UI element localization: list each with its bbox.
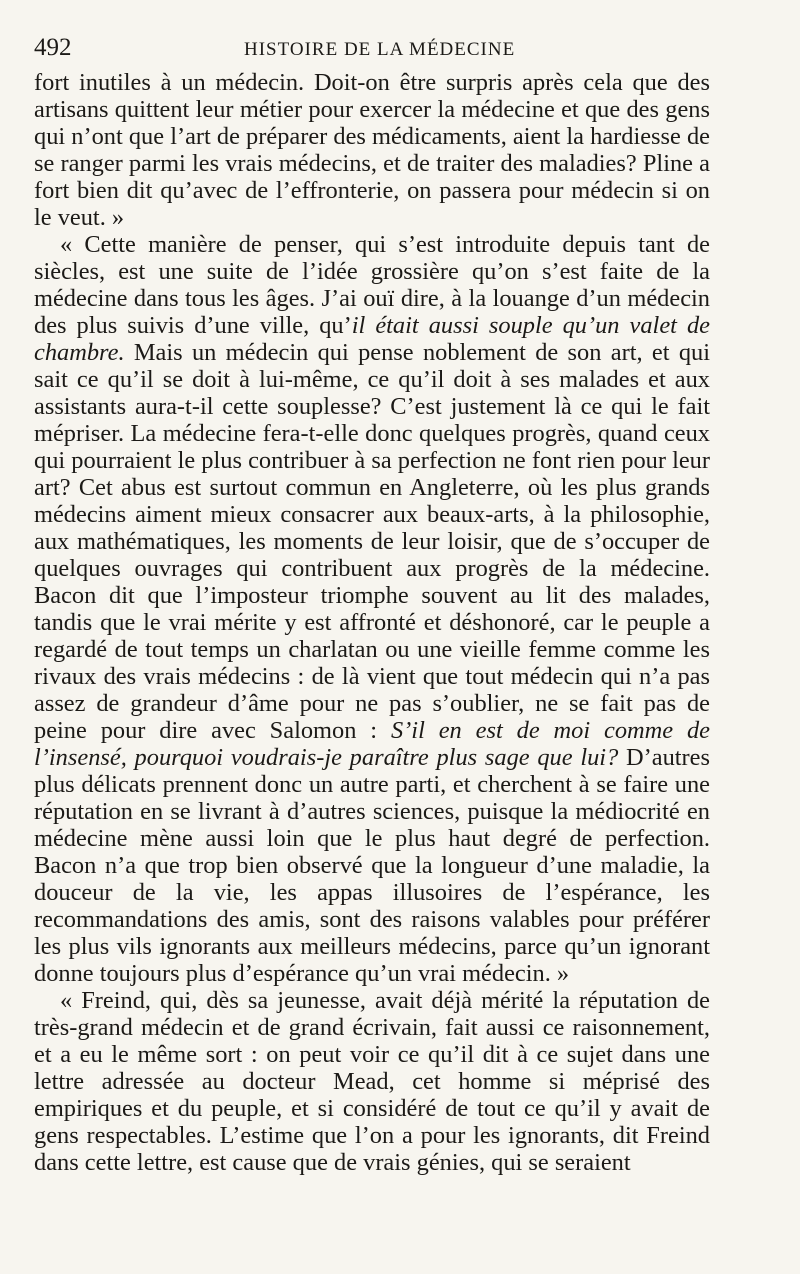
body-text (34, 69, 710, 1176)
page-number: 492 (34, 34, 72, 61)
running-title: HISTOIRE DE LA MÉDECINE (244, 39, 516, 60)
text-segment: « Cette manière de penser, qui s’est introduite depuis tant de siècles, est une suite de l’idée grossière qu’on s’est faite de la médecine dans tous les âges. J’ai ouï dire, à la louange d’un médecin des plus suivis d’une ville, qu’ (34, 231, 710, 339)
text-segment: Mais un médecin qui pense noblement de son art, et qui sait ce qu’il se doit à lui-même, ce qu’il doit à ses malades et aux assistants aura-t-il cette souplesse? C’est justement là ce qui le fait mépriser. La médecine fera-t-elle donc quelques progrès, quand ceux qui pourraient le plus contribuer à sa perfection ne font rien pour leur art? Cet abus est surtout commun en Angleterre, où les plus grands médecins aiment mieux consacrer aux beaux-arts, à la philosophie, aux mathématiques, les moments de leur loisir, que de s’occuper de quelques ouvrages qui contribuent aux progrès de la médecine. Bacon dit que l’imposteur triomphe souvent au lit des malades, tandis que le vrai mérite y est affronté et déshonoré, car le peuple a regardé de tout temps un charlatan ou une vieille femme comme les rivaux des vrais médecins : de là vient que tout médecin qui n’a pas assez de grandeur d’âme pour ne pas s’oublier, ne se fait pas de peine pour dire avec Salomon : (34, 339, 710, 744)
italic-quote: S’il en est de moi comme de l’insensé, pourquoi voudrais-je paraître plus sage que lui? (34, 717, 710, 771)
page-header (34, 34, 710, 64)
paragraph-3 (34, 987, 710, 1176)
text-segment: D’autres plus délicats prennent donc un autre parti, et cherchent à se faire une réputation en se livrant à d’autres sciences, puisque la médiocrité en médecine mène aussi loin que le plus haut degré de perfection. Bacon n’a que trop bien observé que la longueur d’une maladie, la douceur de la vie, les appas illusoires de l’espérance, les recommandations des amis, sont des raisons valables pour préférer les plus vils ignorants aux meilleurs médecins, parce qu’un ignorant donne toujours plus d’espérance qu’un vrai médecin. » (34, 744, 710, 987)
text-segment: fort inutiles à un médecin. Doit-on être surpris après cela que des artisans quittent leur métier pour exercer la médecine et que des gens qui n’ont que l’art de préparer des médicaments, aient la hardiesse de se ranger parmi les vrais médecins, et de traiter des maladies? Pline a fort bien dit qu’avec de l’effronterie, on passera pour médecin si on le veut. » (34, 69, 710, 231)
paragraph-2 (34, 231, 710, 987)
text-segment: « Freind, qui, dès sa jeunesse, avait déjà mérité la réputation de très-grand médecin et de grand écrivain, fait aussi ce raisonnement, et a eu le même sort : on peut voir ce qu’il dit à ce sujet dans une lettre adressée au docteur Mead, cet homme si méprisé des empiriques et du peuple, et si considéré de tout ce qu’il y avait de gens respectables. L’estime que l’on a pour les ignorants, dit Freind dans cette lettre, est cause que de vrais génies, qui se seraient (34, 987, 710, 1176)
paragraph-1 (34, 69, 710, 231)
italic-quote: il était aussi souple qu’un valet de chambre. (34, 312, 710, 366)
